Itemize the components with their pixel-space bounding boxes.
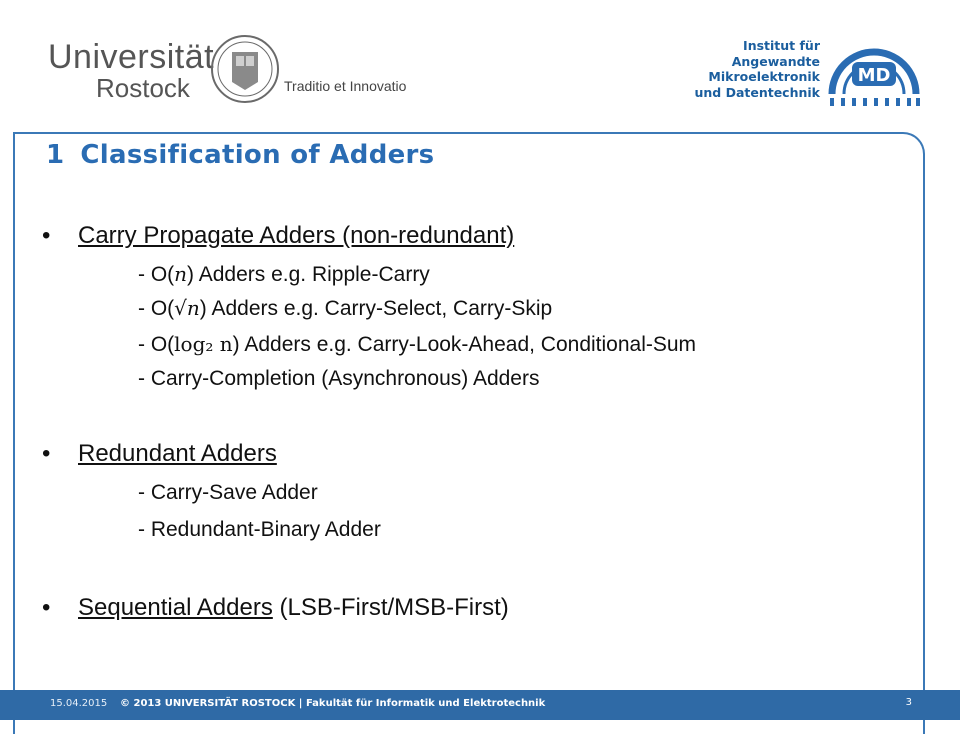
- bullet-marker: •: [42, 222, 51, 249]
- math-n: n: [174, 262, 188, 286]
- footer-copyright: © 2013 UNIVERSITÄT ROSTOCK | Fakultät für Informatik und Elektrotechnik: [120, 698, 546, 709]
- bullet-redundant: [78, 440, 277, 468]
- institute-line: und Datentechnik: [694, 84, 820, 100]
- md-logo-text: MD: [857, 65, 891, 86]
- university-city: Rostock: [96, 73, 190, 103]
- institute-line: Institut für: [743, 38, 820, 53]
- bullet-marker: •: [42, 440, 51, 467]
- item-suffix: ) Adders e.g. Ripple-Carry: [187, 263, 430, 286]
- footer-bar: [0, 690, 960, 720]
- item-prefix: - O(: [138, 263, 175, 286]
- institute-line: Angewandte: [731, 53, 820, 69]
- university-seal-icon: [210, 34, 280, 104]
- math-log2-n: log₂ n: [174, 332, 233, 356]
- footer-date: 15.04.2015: [50, 698, 108, 709]
- list-item: - Carry-Completion (Asynchronous) Adders: [138, 367, 540, 390]
- bullet-sequential: [78, 594, 509, 622]
- bullet-label: Sequential Adders: [78, 594, 273, 621]
- bullet-carry-propagate: [78, 222, 514, 250]
- page-number: 3: [905, 697, 912, 708]
- university-logo: [48, 40, 214, 102]
- list-item: - Redundant-Binary Adder: [138, 518, 381, 541]
- math-sqrt-n: √n: [174, 296, 200, 320]
- bullet-marker: •: [42, 594, 51, 621]
- item-prefix: - O(: [138, 297, 175, 320]
- institute-line: Mikroelektronik: [708, 69, 820, 84]
- bullet-label: Redundant Adders: [78, 440, 277, 467]
- list-item: [138, 262, 430, 287]
- title-text: Classification of Adders: [80, 140, 435, 170]
- section-number: 1: [46, 140, 65, 170]
- bullet-rest: (LSB-First/MSB-First): [272, 594, 509, 621]
- item-prefix: - O(: [138, 333, 175, 356]
- list-item: - Carry-Save Adder: [138, 481, 318, 504]
- list-item: [138, 332, 696, 357]
- item-suffix: ) Adders e.g. Carry-Select, Carry-Skip: [199, 297, 553, 320]
- list-item: [138, 296, 552, 321]
- university-motto: Traditio et Innovatio: [284, 78, 407, 94]
- slide-title: [46, 140, 434, 170]
- institute-name: [694, 38, 820, 100]
- item-suffix: ) Adders e.g. Carry-Look-Ahead, Conditional-Sum: [232, 333, 697, 356]
- bullet-label: Carry Propagate Adders (non-redundant): [78, 222, 515, 249]
- university-name: Universität: [48, 38, 215, 76]
- institute-md-logo-icon: [826, 36, 922, 108]
